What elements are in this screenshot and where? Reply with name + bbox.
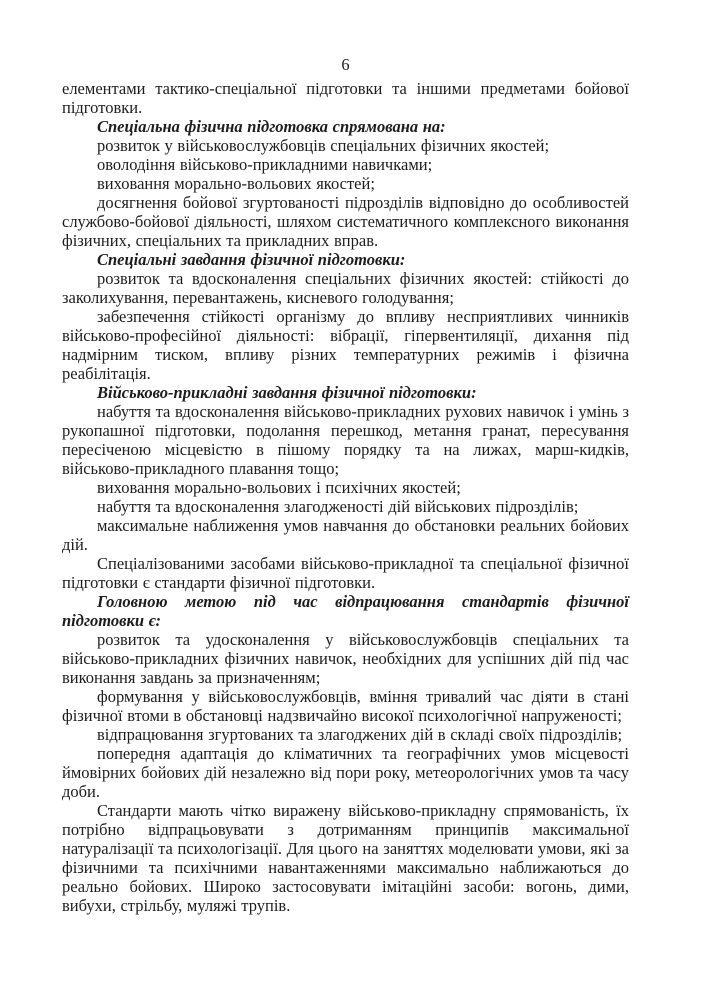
list-item: набуття та вдосконалення військово-прикладних рухових навичок і умінь з рукопашної підготовки, подолання перешкод, метання гранат, пересування пересіченою місцевістю в пішому порядку та на лижах, марш-кидків, військово-прикладного плавання тощо;	[62, 402, 629, 478]
list-item: розвиток та удосконалення у військовослужбовців спеціальних та військово-прикладних фізичних навичок, необхідних для успішних дій під час виконання завдань за призначенням;	[62, 630, 629, 687]
section-heading: Спеціальні завдання фізичної підготовки:	[97, 250, 406, 269]
list-item: виховання морально-вольових якостей;	[97, 174, 375, 193]
document-body	[62, 79, 629, 915]
paragraph: елементами тактико-спеціальної підготовки та іншими предметами бойової підготовки.	[62, 79, 629, 117]
section-heading: Головною метою під час відпрацювання стандартів фізичної підготовки є:	[62, 592, 629, 630]
list-item: виховання морально-вольових і психічних якостей;	[97, 478, 461, 497]
section-heading: Військово-прикладні завдання фізичної підготовки:	[97, 383, 477, 402]
page-number: 6	[341, 55, 350, 74]
section-heading: Спеціальна фізична підготовка спрямована на:	[97, 117, 446, 136]
list-item: розвиток та вдосконалення спеціальних фізичних якостей: стійкості до заколихування, перевантажень, кисневого голодування;	[62, 269, 629, 307]
paragraph: Стандарти мають чітко виражену військово-прикладну спрямованість, їх потрібно відпрацьовувати з дотриманням принципів максимальної натуралізації та психологізації. Для цього на заняттях моделювати умови, які за фізичними та психічними навантаженнями максимально наближаються до реально бойових. Широко застосовувати імітаційні засоби: вогонь, дими, вибухи, стрільбу, муляжі трупів.	[62, 801, 629, 915]
list-item: досягнення бойової згуртованості підрозділів відповідно до особливостей службово-бойової діяльності, шляхом систематичного комплексного виконання фізичних, спеціальних та прикладних вправ.	[62, 193, 629, 250]
list-item: попередня адаптація до кліматичних та географічних умов місцевості ймовірних бойових дій незалежно від пори року, метеорологічних умов та часу доби.	[62, 744, 629, 801]
paragraph: Спеціалізованими засобами військово-прикладної та спеціальної фізичної підготовки є стандарти фізичної підготовки.	[62, 554, 629, 592]
list-item: розвиток у військовослужбовців спеціальних фізичних якостей;	[97, 136, 550, 155]
list-item: максимальне наближення умов навчання до обстановки реальних бойових дій.	[62, 516, 629, 554]
list-item: забезпечення стійкості організму до впливу несприятливих чинників військово-професійної діяльності: вібрації, гіпервентиляції, дихання під надмірним тиском, впливу різних температурних режимів і фізична реабілітація.	[62, 307, 629, 383]
list-item: набуття та вдосконалення злагодженості дій військових підрозділів;	[97, 497, 579, 516]
list-item: оволодіння військово-прикладними навичками;	[97, 155, 433, 174]
list-item: формування у військовослужбовців, вміння тривалий час діяти в стані фізичної втоми в обстановці надзвичайно високої психологічної напруженості;	[62, 687, 629, 725]
list-item: відпрацювання згуртованих та злагоджених дій в складі своїх підрозділів;	[97, 725, 623, 744]
